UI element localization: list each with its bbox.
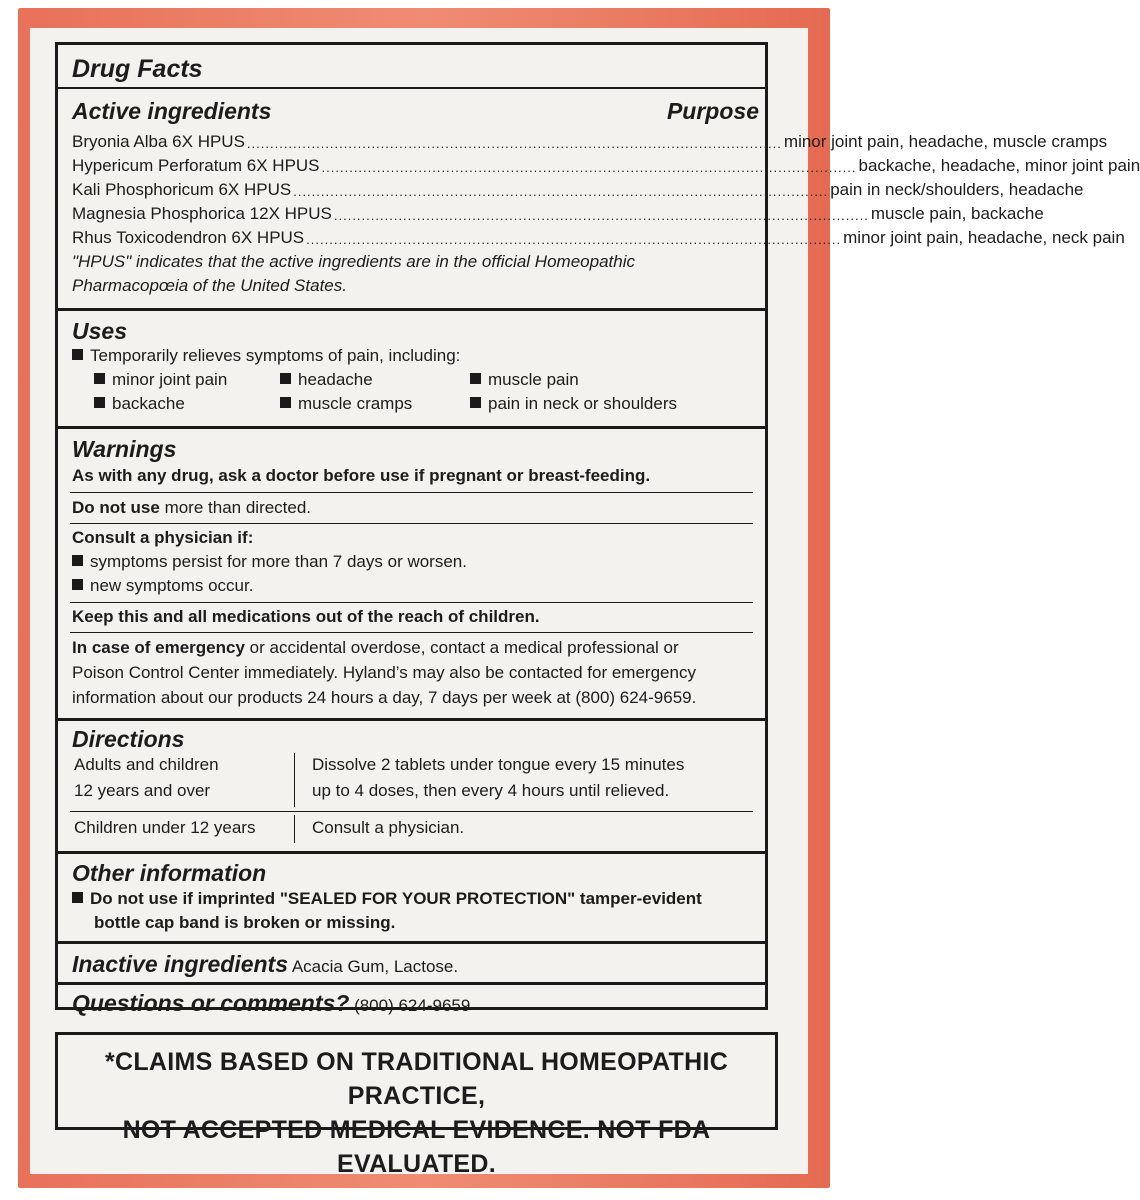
symptom-text: headache <box>298 370 373 389</box>
ingredient-purpose: backache, headache, minor joint pain <box>858 156 1140 175</box>
uses-heading: Uses <box>72 318 127 344</box>
do-not-use-text: more than directed. <box>159 498 312 517</box>
directions-who: Adults and children <box>74 755 219 774</box>
bullet-icon <box>94 397 105 408</box>
symptom-item <box>470 369 757 391</box>
do-not-use <box>72 497 757 519</box>
bullet-icon <box>94 373 105 384</box>
ingredient-purpose: pain in neck/shoulders, headache <box>830 180 1084 199</box>
bullet-icon <box>470 397 481 408</box>
directions-who: Children under 12 years <box>74 818 256 837</box>
uses-intro <box>72 345 757 367</box>
warnings-heading: Warnings <box>72 436 177 462</box>
column-divider <box>294 753 295 807</box>
bullet-icon <box>72 555 83 566</box>
leader-dots: .................................................................................................................... <box>293 184 829 199</box>
ingredient-row <box>72 179 1084 201</box>
directions-dose: Dissolve 2 tablets under tongue every 15 minutes <box>312 755 685 774</box>
divider <box>70 523 753 524</box>
divider <box>58 982 765 985</box>
questions-phone: (800) 624-9659 <box>354 996 471 1015</box>
ingredient-purpose: muscle pain, backache <box>870 204 1044 223</box>
directions-dose: up to 4 doses, then every 4 hours until relieved. <box>312 781 670 800</box>
column-divider <box>294 815 295 843</box>
consult-item-text: new symptoms occur. <box>90 576 254 595</box>
inactive-text: Acacia Gum, Lactose. <box>291 957 459 976</box>
hpus-note: Pharmacopœia of the United States. <box>72 276 347 295</box>
divider <box>70 632 753 633</box>
divider <box>58 308 765 311</box>
ingredient-name: Rhus Toxicodendron 6X HPUS <box>72 228 305 247</box>
consult-item <box>72 551 757 573</box>
fda-disclaimer <box>55 1032 778 1178</box>
drug-facts-box <box>55 42 1140 1016</box>
consult-item-text: symptoms persist for more than 7 days or worsen. <box>90 552 467 571</box>
leader-dots: .................................................................................................................... <box>321 160 857 175</box>
directions-who: 12 years and over <box>74 781 211 800</box>
directions-heading: Directions <box>72 726 185 752</box>
divider <box>70 811 753 812</box>
consult-item <box>72 575 757 597</box>
directions-dose: Consult a physician. <box>312 818 465 837</box>
ingredient-purpose: minor joint pain, headache, muscle cramps <box>783 132 1108 151</box>
leader-dots: .................................................................................................................... <box>246 136 782 151</box>
divider <box>58 426 765 429</box>
consult-heading: Consult a physician if: <box>72 528 254 547</box>
bullet-icon <box>280 397 291 408</box>
uses-intro-text: Temporarily relieves symptoms of pain, including: <box>90 346 461 365</box>
symptom-text: pain in neck or shoulders <box>488 394 678 413</box>
disclaimer-line: NOT ACCEPTED MEDICAL EVIDENCE. NOT FDA EVALUATED. <box>122 1116 711 1178</box>
active-ingredients-heading: Active ingredients <box>72 98 272 124</box>
other-info-heading: Other information <box>72 860 267 886</box>
symptom-item <box>470 393 757 415</box>
ingredient-name: Kali Phosphoricum 6X HPUS <box>72 180 292 199</box>
leader-dots: .................................................................................................................... <box>306 232 842 247</box>
ingredient-name: Hypericum Perforatum 6X HPUS <box>72 156 320 175</box>
ingredient-row <box>72 131 1108 153</box>
do-not-use-label: Do not use <box>72 498 160 517</box>
other-info-text: Do not use if imprinted "SEALED FOR YOUR PROTECTION" tamper-evident <box>90 889 702 908</box>
inactive-ingredients <box>72 950 757 981</box>
symptom-text: backache <box>112 394 185 413</box>
questions-line <box>72 989 757 1020</box>
divider <box>58 718 765 721</box>
leader-dots: .................................................................................................................... <box>333 208 869 223</box>
ingredient-name: Bryonia Alba 6X HPUS <box>72 132 245 151</box>
divider <box>70 492 753 493</box>
ingredient-row <box>72 155 1140 177</box>
bullet-icon <box>72 579 83 590</box>
symptom-text: muscle pain <box>488 370 579 389</box>
symptom-text: minor joint pain <box>112 370 228 389</box>
bullet-icon <box>280 373 291 384</box>
bullet-icon <box>470 373 481 384</box>
bullet-icon <box>72 892 83 903</box>
emergency-text: or accidental overdose, contact a medical professional or <box>244 638 679 657</box>
emergency-line: information about our products 24 hours a day, 7 days per week at (800) 624-9659. <box>72 688 697 707</box>
ingredient-purpose: minor joint pain, headache, neck pain <box>843 228 1125 247</box>
purpose-heading: Purpose <box>666 98 759 124</box>
divider <box>58 87 765 89</box>
drug-facts-title: Drug Facts <box>72 55 203 83</box>
ingredient-row <box>72 227 1125 249</box>
emergency-line: Poison Control Center immediately. Hyland’s may also be contacted for emergency <box>72 663 696 682</box>
emergency-line <box>72 637 757 659</box>
divider <box>58 941 765 944</box>
questions-heading: Questions or comments? <box>72 990 350 1016</box>
pregnancy-warning: As with any drug, ask a doctor before use if pregnant or breast-feeding. <box>72 466 651 485</box>
keep-away-warning: Keep this and all medications out of the reach of children. <box>72 607 540 626</box>
divider <box>70 602 753 603</box>
disclaimer-line: *CLAIMS BASED ON TRADITIONAL HOMEOPATHIC PRACTICE, <box>104 1048 729 1110</box>
inactive-heading: Inactive ingredients <box>72 951 289 977</box>
hpus-note: "HPUS" indicates that the active ingredients are in the official Homeopathic <box>72 252 635 271</box>
other-info-line <box>72 888 757 910</box>
bullet-icon <box>72 349 83 360</box>
emergency-label: In case of emergency <box>72 638 245 657</box>
other-info-line: bottle cap band is broken or missing. <box>94 913 396 932</box>
ingredient-row <box>72 203 1044 225</box>
ingredient-name: Magnesia Phosphorica 12X HPUS <box>72 204 332 223</box>
divider <box>58 851 765 854</box>
symptom-text: muscle cramps <box>298 394 413 413</box>
